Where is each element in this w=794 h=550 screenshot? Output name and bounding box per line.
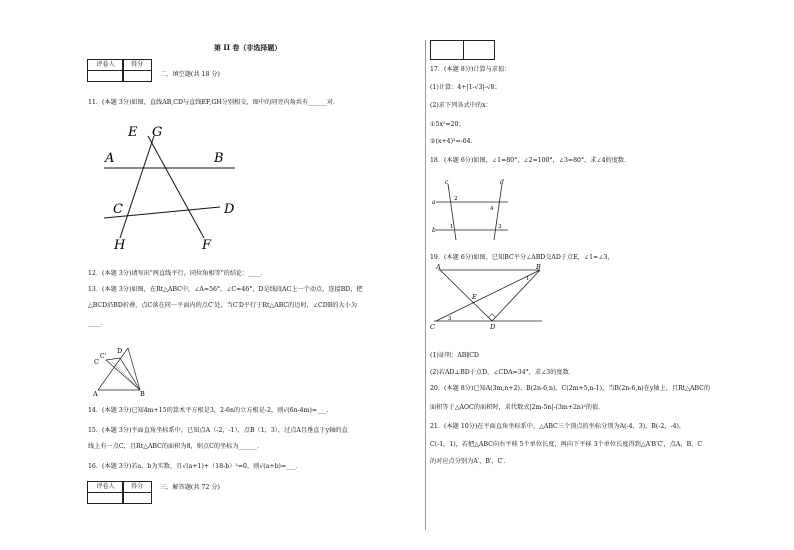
question-21-line-3: 的对应点分别为A′，B′，C′． [430,458,510,465]
score-value-cell-2 [122,492,152,504]
column-divider [425,40,426,530]
score-label-cell-2: 得分 [122,481,152,493]
label-B19: B [536,263,541,271]
question-15-line-1: 15．(本题 3分)平面直角坐标系中，已知点A（-2，-1），点B（1，3），过点A且垂直于y轴的直 [88,427,348,434]
question-18-text: 18．(本题 6分)如图，∠1=80°，∠2=100°，∠3=80°，求∠4的度数． [430,157,631,164]
question-16-text: 16．(本题 3分)若a，b为实数，且√(a+1)+（18-b）²=0，则√(a+b)=___． [88,463,302,470]
label-D: D [224,202,235,217]
label-C13: C [94,358,99,366]
question-17-line-1: 17．(本题 8分)计算与求值： [430,66,511,73]
label-D13: D [117,347,123,355]
question-19-part-2: (2)若AD⊥BD于点D，∠CDA=34°，求∠3的度数． [430,369,575,376]
angle-1-label-19: 1 [526,276,530,282]
line-gf [148,136,204,238]
question-20-line-2: 面积等于△AOC的面积时，求代数式|2m-5n|-(3m+2n)²的值． [430,404,605,411]
top-right-cell-1 [430,40,464,60]
label-B13: B [140,390,145,398]
question-15-line-2: 线上有一点C，且Rt△ABC的面积为8，则点C的坐标为______． [88,443,264,450]
question-17-line-2: (1)计算：4+|1-√3|-√8； [430,84,501,91]
label-A: A [105,151,115,166]
question-13-line-1: 13．(本题 3分)如图，在Rt△ABC中，∠A=56°，∠C=46°，D是线段AC上一个动点，连接BD，把 [88,286,363,293]
question-11-figure [100,122,240,254]
angle-2-label: 2 [454,196,458,202]
angle-1-label: 1 [450,224,454,230]
question-17-line-4: ①5x²=20； [430,121,465,128]
label-A13: A [93,390,98,398]
question-11-text: 11．(本题 3分)如图，直线AB,CD与直线EF,GH分别相交，图中的同旁内角共有______对． [88,99,340,106]
question-19-text: 19．(本题 6分)如图，已知BC平分∠ABD交AD于点E，∠1=∠3， [430,254,614,261]
right-angle-mark [488,314,495,321]
label-b18: b [432,227,436,234]
label-d18: d [500,179,504,186]
question-21-line-2: C(-1，1)，若把△ABC向右平移 5个单位长度，再向下平移 3个单位长度得到△A′B′C′，点A，B，C [430,441,703,448]
label-a18: a [432,199,436,206]
label-c18: c [445,179,449,186]
question-19-figure [430,264,550,332]
line-eh [120,136,154,238]
line-d [494,184,502,240]
label-E19: E [472,293,477,301]
angle-3-label: 3 [498,224,502,230]
question-18-figure [432,178,512,242]
question-19-part-1: (1)证明：AB∥CD [430,352,479,359]
question-13-line-2: △BCD沿BD折叠，点C落在同一平面内的点C′处，当C′D平行于Rt△ABC的边时，∠CDB的大小为 [88,302,358,309]
question-14-text: 14．(本题 3分)已知4m+15的算术平方根是3，2-6n的立方根是-2，则√(6n-4m)=___. [88,407,329,414]
grader-name-cell-2 [87,492,124,504]
question-17-line-5: ②(x+4)³=-64． [430,138,477,145]
label-H: H [114,238,126,253]
label-D19: D [490,323,496,331]
question-13-line-3: ____． [88,320,107,327]
label-A19: A [436,263,441,271]
question-17-line-3: (2)求下列各式中的x： [430,102,492,109]
question-13-figure [92,338,152,398]
grader-label-cell-2: 评卷人 [87,481,124,493]
label-Cprime13: C' [100,353,107,360]
question-21-line-1: 21．(本题 10分)在平面直角坐标系中，△ABC三个顶点的坐标分别为A(-4，3)，B(-2，-4)， [430,423,686,430]
segment-ad [440,270,492,321]
line-c [448,184,456,240]
segment-bd [492,270,540,321]
score-label-cell: 得分 [122,59,152,71]
label-G: G [152,125,163,140]
part-title: 第 II 卷（非选择题） [214,43,282,52]
question-12-text: 12．(本题 3分)请写出"两直线平行，同位角相等"的结论：____． [88,270,267,277]
score-value-cell [122,70,152,82]
label-C: C [113,202,123,217]
label-E: E [128,125,138,140]
grader-label-cell: 评卷人 [87,59,124,71]
question-20-line-1: 20．(本题 8分)已知A(3m,n+2)、B(2n-6,n)、C(2m+5,n-1)，当B(2n-6,n)在y轴上，且Rt△ABC的 [430,385,711,392]
section-answer-title: 三、解答题(共 72 分) [160,484,220,491]
segment-bc [436,270,540,321]
top-right-cell-2 [463,40,495,60]
section-fill-blank-title: 二、填空题(共 18 分) [160,71,220,78]
angle-3-label-19: 3 [448,316,452,322]
grader-name-cell [87,70,124,82]
label-B: B [214,151,224,166]
angle-4-label: 4 [490,206,494,212]
label-F: F [202,238,212,253]
label-C19: C [430,323,435,331]
